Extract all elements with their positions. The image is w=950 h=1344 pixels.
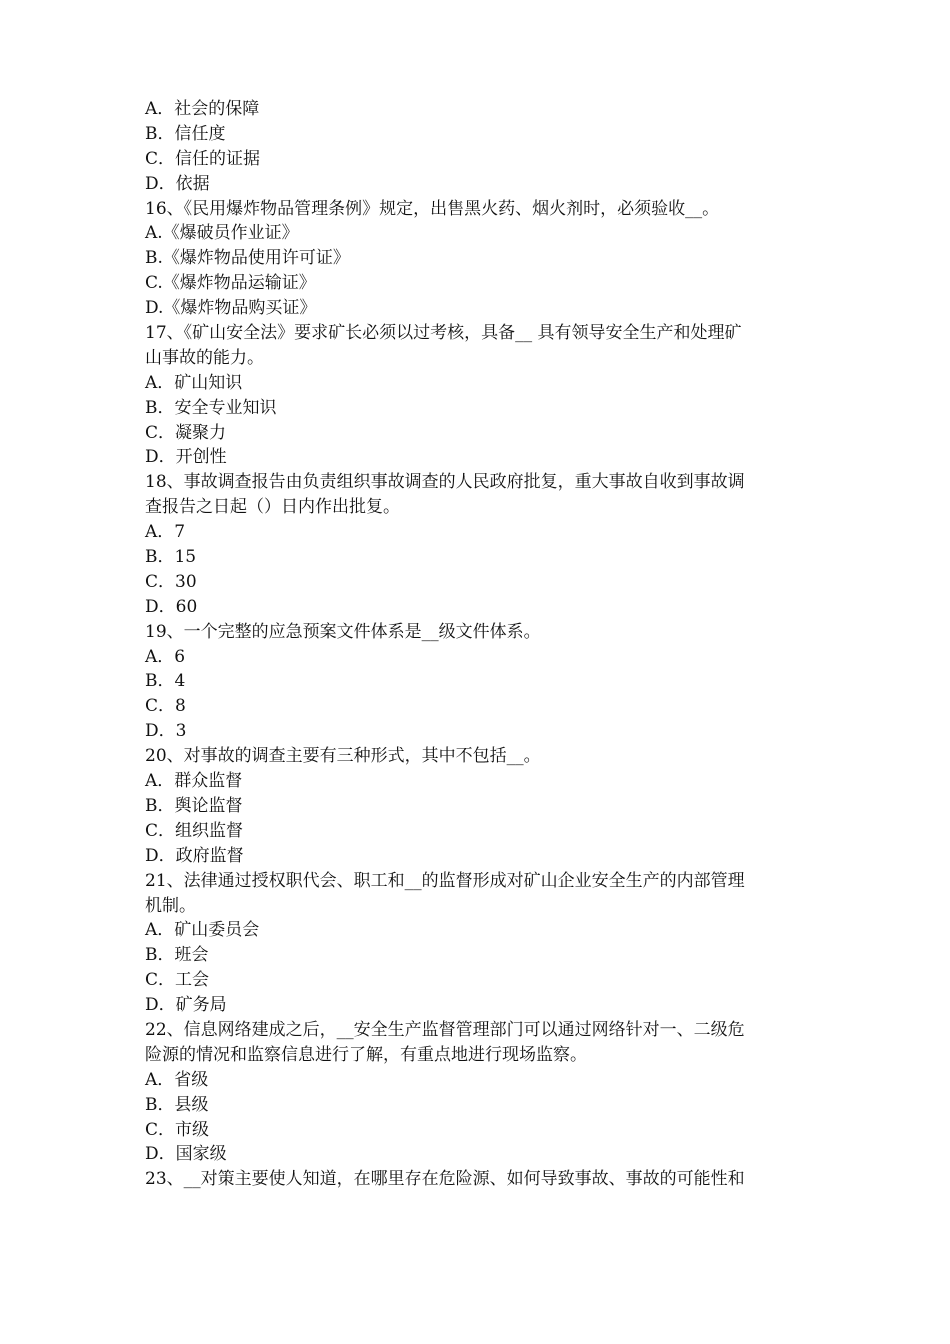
- question-text: 山事故的能力。: [145, 347, 264, 368]
- option-line: A．矿山委员会: [145, 920, 260, 941]
- option-line: A．6: [145, 646, 186, 667]
- question-text: 18、事故调查报告由负责组织事故调查的人民政府批复，重大事故自收到事故调: [145, 472, 745, 493]
- option-line: A.《爆破员作业证》: [145, 223, 299, 244]
- question-18: [145, 470, 815, 619]
- option-line: B．信任度: [145, 123, 226, 144]
- question-17: [145, 321, 815, 470]
- question-23: [145, 1167, 815, 1192]
- option-line: B．县级: [145, 1094, 209, 1115]
- option-line: C．30: [145, 571, 197, 592]
- option-line: D．矿务局: [145, 995, 227, 1016]
- option-line: B．15: [145, 547, 197, 568]
- question-text: 查报告之日起（）日内作出批复。: [145, 497, 400, 518]
- option-line: C．市级: [145, 1119, 210, 1140]
- question-19: [145, 620, 815, 744]
- option-line: A．省级: [145, 1069, 209, 1090]
- option-line: C．信任的证据: [145, 148, 261, 169]
- option-line: D．开创性: [145, 447, 227, 468]
- option-line: B．班会: [145, 945, 209, 966]
- option-line: A．群众监督: [145, 771, 243, 792]
- question-21: [145, 869, 815, 1018]
- option-line: C．组织监督: [145, 820, 244, 841]
- option-line: C．工会: [145, 970, 210, 991]
- option-line: C.《爆炸物品运输证》: [145, 273, 316, 294]
- question-text: 21、法律通过授权职代会、职工和__的监督形成对矿山企业安全生产的内部管理: [145, 870, 745, 891]
- option-line: D．政府监督: [145, 845, 244, 866]
- question-22: [145, 1018, 815, 1167]
- question-text: 20、对事故的调查主要有三种形式，其中不包括__。: [145, 746, 541, 767]
- question-text: 险源的情况和监察信息进行了解，有重点地进行现场监察。: [145, 1044, 587, 1065]
- question-text: 机制。: [145, 895, 196, 916]
- question-text: 16、《民用爆炸物品管理条例》规定，出售黑火药、烟火剂时，必须验收__。: [145, 198, 720, 219]
- option-line: D．国家级: [145, 1144, 227, 1165]
- option-line: D．3: [145, 721, 187, 742]
- option-line: D．依据: [145, 173, 210, 194]
- option-line: D.《爆炸物品购买证》: [145, 298, 317, 319]
- option-line: A．矿山知识: [145, 372, 243, 393]
- previous-question-options: [145, 97, 815, 197]
- question-list: [145, 97, 815, 1192]
- option-line: A．7: [145, 522, 186, 543]
- question-20: [145, 744, 815, 868]
- option-line: B．4: [145, 671, 186, 692]
- option-line: B．舆论监督: [145, 795, 243, 816]
- option-line: B．安全专业知识: [145, 397, 277, 418]
- question-text: 19、一个完整的应急预案文件体系是__级文件体系。: [145, 621, 541, 642]
- option-line: D．60: [145, 596, 198, 617]
- option-line: A．社会的保障: [145, 99, 260, 119]
- option-line: B.《爆炸物品使用许可证》: [145, 248, 350, 269]
- option-line: C．8: [145, 696, 186, 717]
- question-text: 22、信息网络建成之后，__安全生产监督管理部门可以通过网络针对一、二级危: [145, 1019, 745, 1040]
- question-text: 17、《矿山安全法》要求矿长必须以过考核，具备__ 具有领导安全生产和处理矿: [145, 323, 742, 344]
- question-16: [145, 197, 815, 321]
- option-line: C．凝聚力: [145, 422, 227, 443]
- question-text: 23、__对策主要使人知道，在哪里存在危险源、如何导致事故、事故的可能性和: [145, 1169, 745, 1190]
